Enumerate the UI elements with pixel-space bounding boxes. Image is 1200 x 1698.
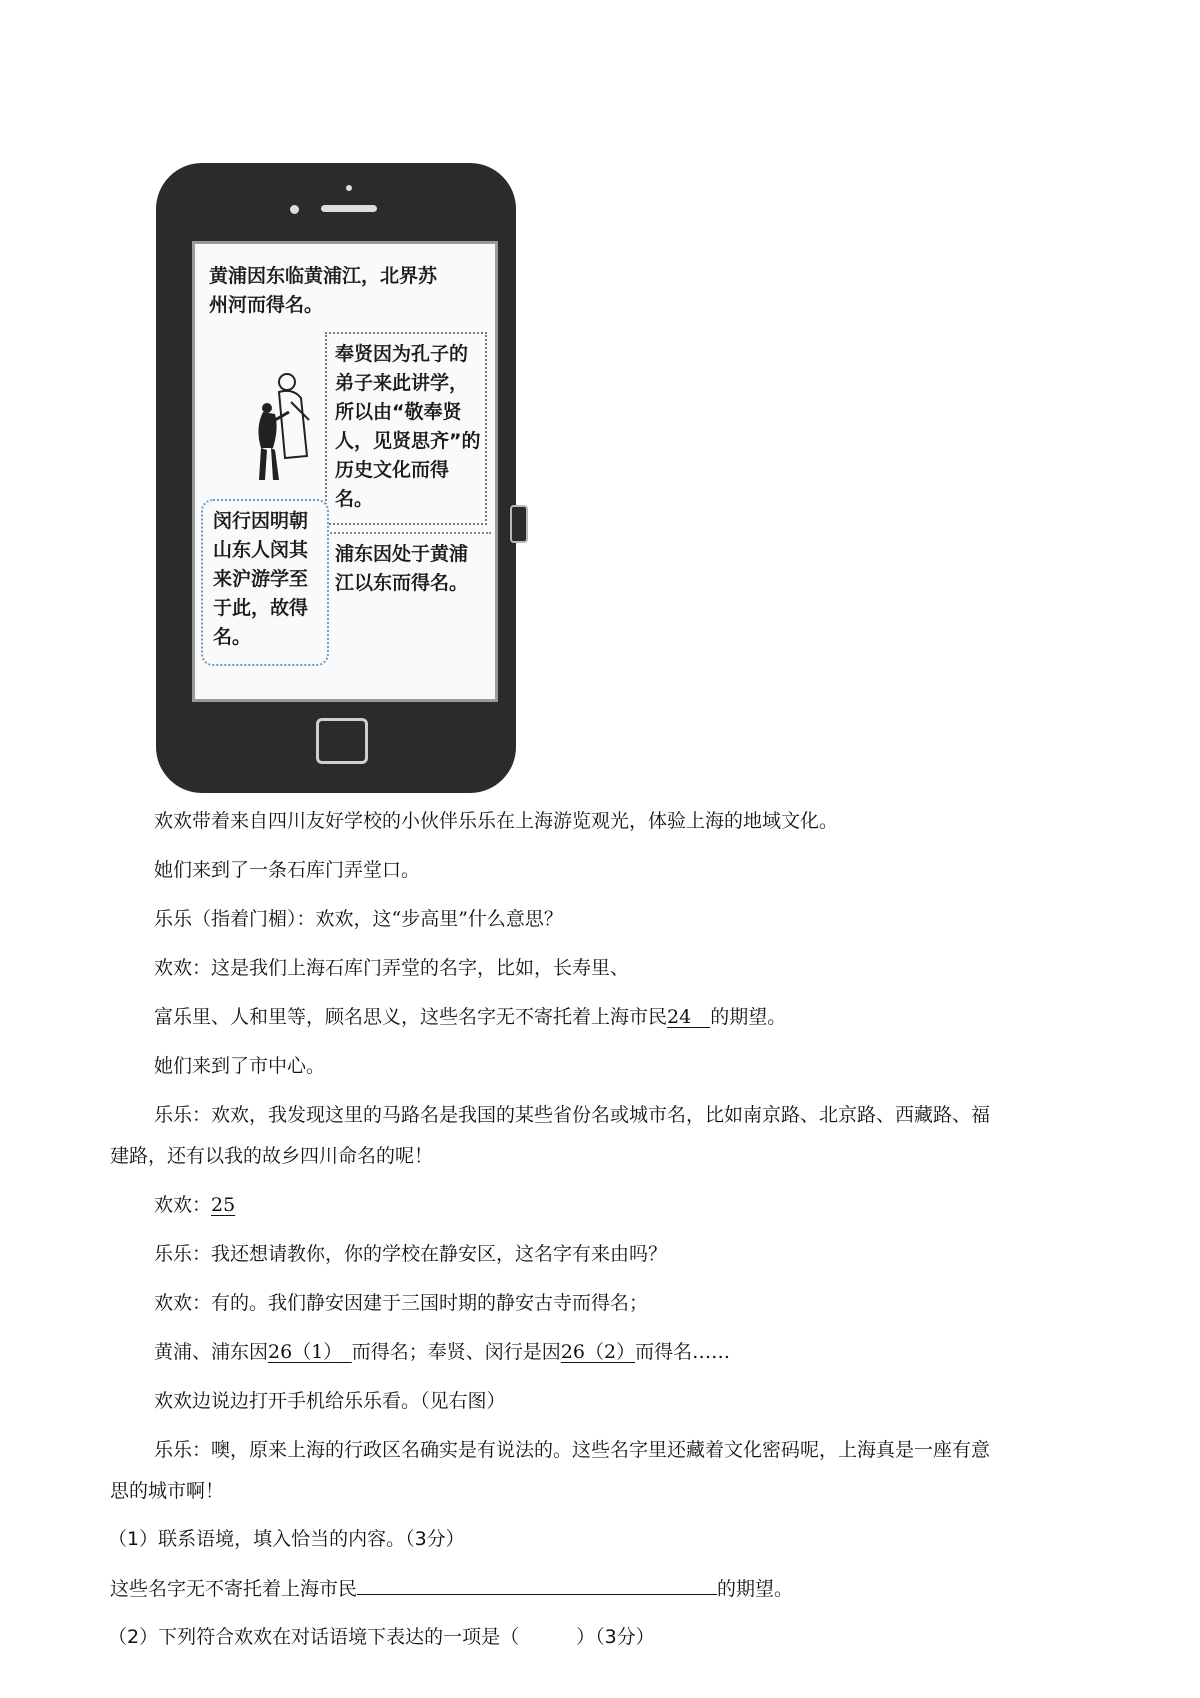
question-1: （1）联系语境，填入恰当的内容。（3分） (108, 1528, 465, 1550)
story-p8 (154, 1191, 235, 1219)
story-p13-line1: 乐乐：噢，原来上海的行政区名确实是有说法的。这些名字里还藏着文化密码呢，上海真是一座有意 (154, 1439, 991, 1461)
blank-24 (667, 1006, 710, 1028)
story-p5-text-b: 的期望。 (710, 1006, 787, 1028)
story-p7-line1: 乐乐：欢欢，我发现这里的马路名是我国的某些省份名或城市名，比如南京路、北京路、西藏路、福 (154, 1104, 991, 1126)
bowing-figures-illustration (235, 368, 325, 498)
question-1-fill-text-b: 的期望。 (717, 1578, 794, 1600)
story-p12: 欢欢边说边打开手机给乐乐看。（见右图） (154, 1390, 506, 1412)
story-p13-line2: 思的城市啊！ (110, 1480, 225, 1502)
phone-sensor (346, 185, 352, 191)
card-pudong: 浦东因处于黄浦江以东而得名。 (335, 543, 469, 594)
story-p7-line2: 建路，还有以我的故乡四川命名的呢！ (110, 1145, 434, 1167)
phone-illustration (150, 153, 522, 800)
blank-24-label: 24 (667, 1006, 692, 1028)
story-p11 (154, 1338, 730, 1366)
card-minhang-text: 闵行因明朝山东人闵其来沪游学至于此，故得名。 (213, 510, 309, 648)
story-p11-text-a: 黄浦、浦东因 (154, 1341, 269, 1363)
phone-speaker (321, 205, 377, 212)
phone-screen (192, 241, 498, 702)
answer-blank[interactable] (357, 1574, 717, 1595)
blank-26-1-label: 26（1） (268, 1341, 333, 1363)
card-fengxian-text: 奉贤因为孔子的弟子来此讲学，所以由“敬奉贤人，见贤思齐”的历史文化而得名。 (335, 343, 481, 510)
story-p5 (154, 1003, 786, 1031)
story-p6: 她们来到了市中心。 (154, 1055, 326, 1077)
story-p1: 欢欢带着来自四川友好学校的小伙伴乐乐在上海游览观光，体验上海的地域文化。 (154, 810, 839, 832)
question-1-fill-text-a: 这些名字无不寄托着上海市民 (110, 1578, 358, 1600)
blank-26-1 (268, 1341, 352, 1363)
card-minhang (201, 499, 329, 666)
story-p9: 乐乐：我还想请教你，你的学校在静安区，这名字有来由吗？ (154, 1243, 668, 1265)
story-p5-text-a: 富乐里、人和里等，顾名思义，这些名字无不寄托着上海市民 (154, 1006, 668, 1028)
story-p3: 乐乐（指着门楣）：欢欢，这“步高里”什么意思？ (154, 908, 563, 930)
phone-body (156, 163, 516, 793)
story-p11-text-b: 而得名；奉贤、闵行是因 (351, 1341, 561, 1363)
phone-side-button (510, 505, 528, 543)
blank-26-2: 26（2） (560, 1341, 636, 1363)
story-p8-text: 欢欢： (154, 1194, 212, 1216)
question-1-fill (110, 1574, 793, 1603)
blank-25: 25 (211, 1194, 236, 1216)
question-2: （2）下列符合欢欢在对话语境下表达的一项是（ ）（3分） (108, 1626, 655, 1648)
story-p4: 欢欢：这是我们上海石库门弄堂的名字，比如，长寿里、 (154, 957, 630, 979)
card-huangpu: 黄浦因东临黄浦江，北界苏州河而得名。 (209, 265, 438, 316)
story-p10: 欢欢：有的。我们静安因建于三国时期的静安古寺而得名； (154, 1292, 649, 1314)
home-button (316, 718, 368, 764)
card-fengxian (325, 332, 487, 525)
card-divider (323, 532, 491, 534)
story-p11-text-c: 而得名…… (635, 1341, 731, 1363)
story-p2: 她们来到了一条石库门弄堂口。 (154, 859, 421, 881)
phone-camera (290, 205, 299, 214)
